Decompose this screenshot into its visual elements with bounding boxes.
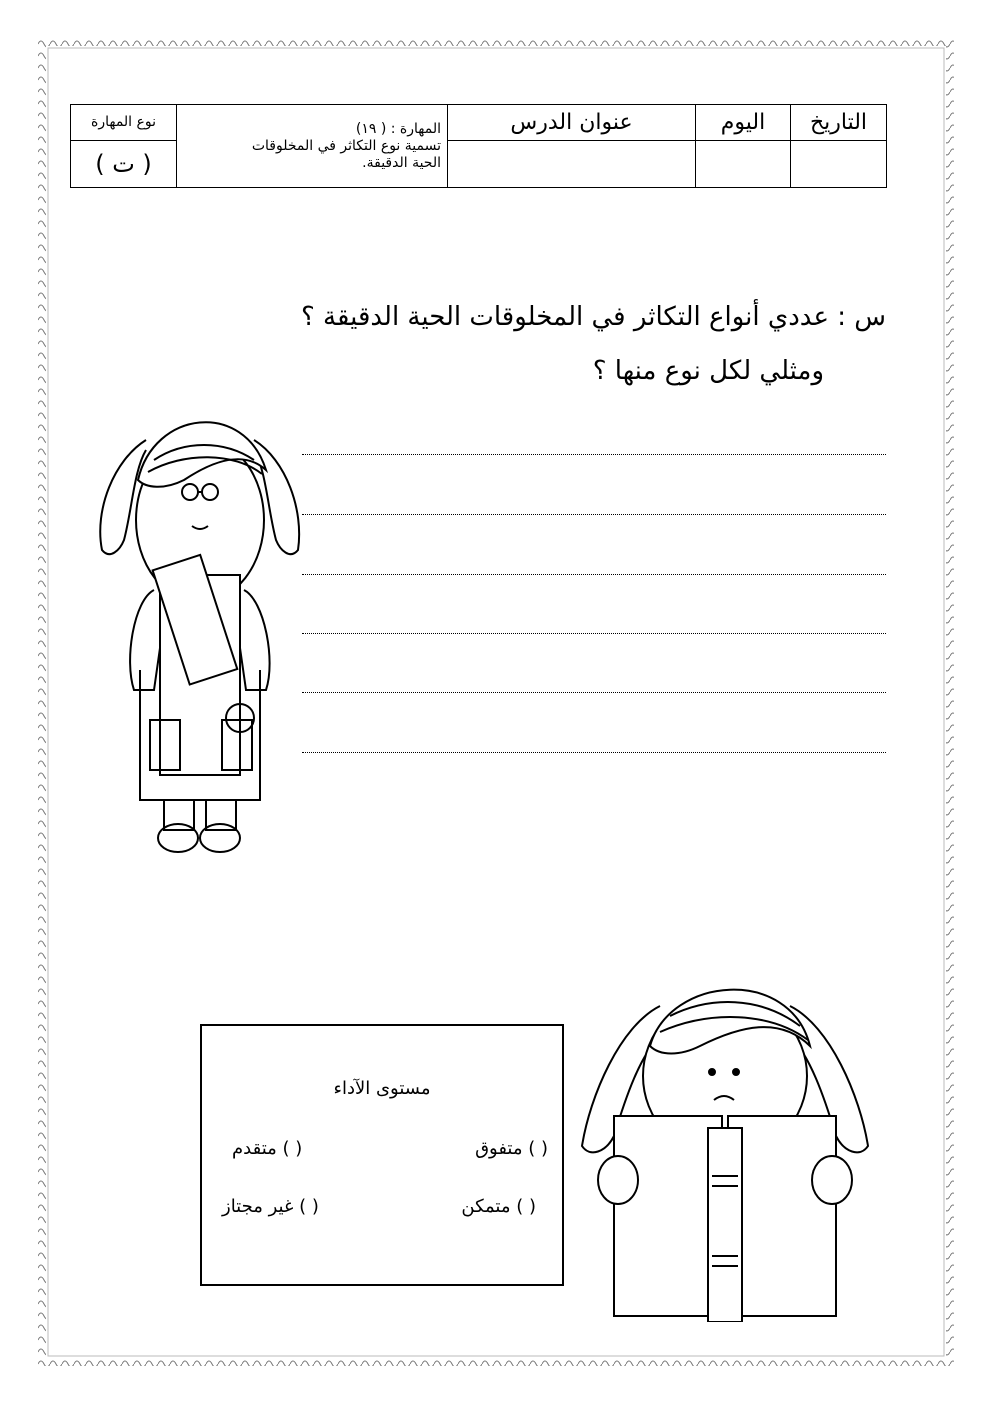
skill-desc-1: تسمية نوع التكاثر في المخلوقات <box>251 137 441 154</box>
header-table <box>70 104 887 188</box>
answer-line[interactable] <box>302 752 886 753</box>
answer-line[interactable] <box>302 574 886 575</box>
answer-line[interactable] <box>302 633 886 634</box>
question-line-2: ومثلي لكل نوع منها ؟ <box>592 356 824 386</box>
date-label: التاريخ <box>791 105 887 141</box>
lesson-title-label: عنوان الدرس <box>448 105 696 141</box>
girl-reading-icon <box>580 976 870 1322</box>
lesson-title-value[interactable] <box>448 141 696 188</box>
day-value[interactable] <box>696 141 791 188</box>
skill-type-value: ( ت ) <box>71 141 177 188</box>
performance-title: مستوى الآداء <box>333 1078 431 1099</box>
answer-line[interactable] <box>302 454 886 455</box>
day-label: اليوم <box>696 105 791 141</box>
question-line-1: س : عددي أنواع التكاثر في المخلوقات الحية الدقيقة ؟ <box>300 302 886 332</box>
girl-scientist-icon <box>94 400 306 860</box>
option-not-passed[interactable]: ( ) غير مجتاز <box>222 1196 319 1217</box>
answer-line[interactable] <box>302 514 886 515</box>
option-advanced[interactable]: ( ) متقدم <box>232 1138 303 1159</box>
skill-type-label: نوع المهارة <box>71 105 177 141</box>
skill-number: المهارة : ( ١٩) <box>355 120 441 137</box>
date-value[interactable] <box>791 141 887 188</box>
skill-cell <box>177 105 448 188</box>
skill-desc-2: الحية الدقيقة. <box>362 154 441 171</box>
performance-box <box>200 1024 564 1286</box>
answer-line[interactable] <box>302 692 886 693</box>
option-proficient[interactable]: ( ) متمكن <box>461 1196 536 1217</box>
option-excellent[interactable]: ( ) متفوق <box>475 1138 548 1159</box>
